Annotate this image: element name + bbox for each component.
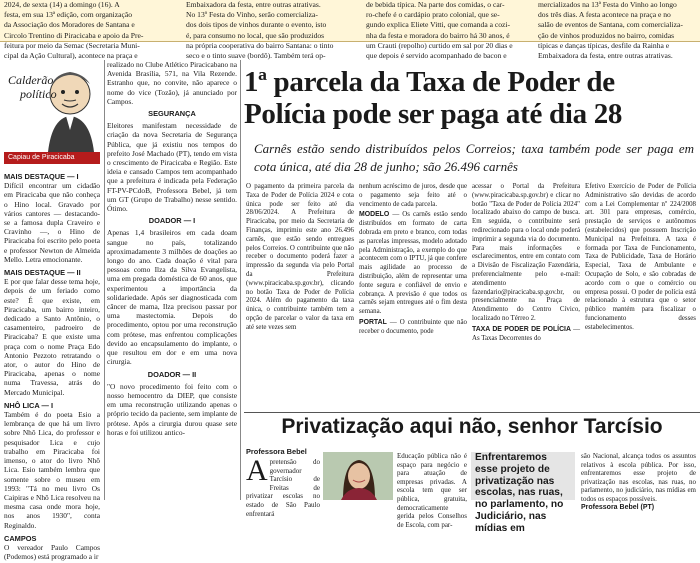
inline-heading: TAXA DE PODER DE POLÍCIA <box>472 325 571 333</box>
paragraph: realizado no Clube Atlético Piracicabano na Avenida Brasília, 571, na Vila Rezende. Estranho que, no convite, não aparece o nome do vice (Tozão), já anunciado por Campos. <box>107 60 237 106</box>
section-heading: MAIS DESTAQUE — I <box>4 172 79 181</box>
opinion-col-2: Educação pública não é espaço para negócio e para atuação de empresas privadas. A escola tem que ser pública, gratuita, democraticamente gerida pelos Conselhos de Escola, com par- <box>397 452 467 529</box>
text-line: de bebida típica. Na parte dos comidas, o car- <box>366 0 505 9</box>
inline-heading: MODELO <box>359 211 390 219</box>
text-line: 2024, de sexta (14) a domingo (16). A <box>4 0 120 9</box>
article-col-4 <box>585 183 696 413</box>
article-headline: 1ª parcela da Taxa de Poder de Polícia pode ser paga até dia 28 <box>244 66 623 130</box>
column-divider <box>104 60 105 500</box>
text-line: Embaixadora da festa, entre outras atrativas. <box>538 51 673 61</box>
text-line: mercializados na 13ª Festa do Vinho ao longo <box>538 0 677 9</box>
text-line: festa, em sua 13ª edição, com organização <box>4 10 133 20</box>
article-col-1 <box>246 183 354 413</box>
text-line: ro-chefe é o cardápio prato colonial, que se- <box>366 10 500 20</box>
text-line: é, para consumo no local, que são produzidos <box>186 30 325 40</box>
text-line: um Crauti (repolho) curtido em sal por 20 dias e <box>366 40 513 50</box>
cartoon-title-1: Calderão <box>8 73 54 87</box>
paragraph: Apenas 1,4 brasileiros em cada doam sangue no país, totalizando aproximadamente 3 milhões de doações ao longo do ano. Cada doação é vital para pessoas como Ilza da Silva Evangelista, uma em pregada doméstica de 60 anos, que experimentou a importância da solidariedade. Após ser diagnosticada com câncer de mama, Ilza precisou passar por uma mastectomia. Depois do procedimento, optou por uma reconstrução com prótese, mas enfrentou complicações devido ao encapsulamento do implante, o que resultou em dor e em uma nova cirurgia. <box>107 228 237 367</box>
pull-quote: Enfrentaremos esse projeto de privatização nas escolas, nas ruas, no parlamento, no Judiciário, nas mídias em <box>471 452 575 500</box>
paragraph <box>472 326 580 344</box>
section-heading: DOADOR — I <box>148 216 196 226</box>
opinion-byline: Professora Bebel <box>246 447 307 456</box>
opinion-signature: Professora Bebel (PT) <box>581 503 655 511</box>
paragraph: "O novo procedimento foi feito com o nosso hemocentro da DIEP, que consiste em uma reconstrução utilizando apenas o próprio tecido da paciente, sem implante de prótese. Após a cirurgia durou quase sete horas e foi utilizou antico- <box>107 381 237 437</box>
paragraph-text: — O contribuinte que não receber o documento, pode <box>359 318 467 335</box>
text-line: na própria cooperativa do bairro Santana: o tinto <box>186 40 334 50</box>
paragraph: Efetivo Exercício de Poder de Polícia Administrativo são devidas de acordo com a Lei Complementar nº 224/2008 art. 301 para empresas, comércio, prestação de serviços e autônomos (estabelecidos) que possuem Inscrição Municipal na Prefeitura. A taxa é formada por Taxa de Funcionamento, Taxa de Publicidade, Taxa de Horário Especial, Taxa de Ambulante e Ocupação de Solo, e são cobradas de acordo com o que o comércio ou empresa possui. O poder de polícia está relacionado à estrutura que o setor público mantém para fiscalizar o funcionamento desses estabelecimentos. <box>585 183 696 331</box>
text-line: No 13º Festa do Vinho, serão comercializa- <box>186 10 318 20</box>
text-line: cipal da Ação Cultural), acontece na praça e <box>4 51 138 61</box>
text-line: que depois é servido acompanhado de bacon e <box>366 51 507 61</box>
text-line: salão de eventos de Santana, com comercializa- <box>538 20 683 30</box>
opinion-headline: Privatização aqui não, senhor Tarcísio <box>281 415 663 438</box>
section-heading: MAIS DESTAQUE — II <box>4 268 81 278</box>
paragraph: E por que falar desse tema hoje, depois de um feriado como este? É que existe, em Piracicaba, um bairro inteiro, dedicado a Santo Antônio, o casamenteiro, padroeiro de Piracicaba? E que existe uma praça com o nome Praça Edo Antonio Pezzoto retratando o ator, o autor do Hino de Piracicaba, apenas o nome numa Travessa, atrás do Mercado Municipal. <box>4 277 100 397</box>
sidebar-text <box>4 168 100 563</box>
text-line: dos dois tipos de vinhos durante o evento, isto <box>186 20 327 30</box>
paragraph-text: são Nacional, alcança todos os assuntos relativos à escola pública. Por isso, enfrentaremos esse projeto de privatização nas escolas, nas ruas, no parlamento, no judiciário, nas mídias em todos os espaços possíveis. <box>581 452 696 503</box>
text-line: dos três dias. A festa acontece na praça e no <box>538 10 671 20</box>
paragraph-text: — Os carnês estão sendo distribuídos em formato de carta dobrada em preto e branco, com todas as parcelas impressas, modelo adotado pela Administração, a exemplo do que acontecem com o IPTU, já que confere mais agilidade ao processo de distribuição, além de representar uma fonte segura e confiável de envio e cobrança. A previsão é que todos os carnês sejam entregues até o fim desta semana. <box>359 211 467 316</box>
paragraph: Também é do poeta Esio a lembrança de que há um livro sobre Nhô Lica, do professor e pesquisador Lica e cujo trabalho em Piracicaba foi imenso, o ator do livro Nhô Lica. Esio também lembra que somente sobre o museu em 1993: "Tá no meu livro Os Caipiras e Nhô Lica resolveu na mesma casa onde mora hoje, nos anos 1930", conta Reginaldo. <box>4 410 100 530</box>
paragraph: Eleitores manifestam necessidade de criação da nova Secretaria de Segurança Pública, que já existiu nos tempos do prefeito José Machado (PT), tendo em vista o crescimento de Piracicaba e Região. Este ideia e cansado Campos tem acompanhado que a prefeitura é indicada pela Federação FT-PV-PCdoB, Professora Bebel, já tem um GT (Grupo de Trabalho) nesse sentido. Ótimo. <box>107 121 237 214</box>
text-line: seco e o tinto suave (bordô). Também terá op- <box>186 51 326 61</box>
text-line: ção de vinhos produzidos no bairro, comidas <box>538 30 675 40</box>
top-col-3 <box>366 0 534 61</box>
text-line: gundo explica Eliete Vitti, que comanda a cozi- <box>366 20 511 30</box>
text-line: nha da festa e moradora do bairro há 30 anos, é <box>366 30 510 40</box>
author-photo <box>323 452 393 500</box>
cartoon-box <box>4 60 100 161</box>
portrait-image <box>323 452 393 500</box>
article-col-2 <box>359 183 467 413</box>
paragraph <box>359 319 467 337</box>
sidebar-column <box>0 60 103 562</box>
text-line: feitura por meio da Semac (Secretaria Muni- <box>4 40 140 50</box>
text-line: Embaixadora da festa, entre outras atrativas. <box>186 0 321 9</box>
paragraph: acessar o Portal da Prefeitura (www.piracicaba.sp.gov.br) e clicar no botão "Taxa de Poder de Polícia 2024" localizado abaixo do campo de busca. Em seguida, o contribuinte será redirecionado para o local onde poderá imprimir a segunda via do documento. Para mais informações e esclarecimentos, entre em contato com a Divisão de Fiscalização Fazendária, preferencialmente pelo e-mail: atendimento fazendario@piracicaba.sp.gov.br, ou presencialmente na Praça de Atendimento do Centro Cívico, localizado no Térreo 2. <box>472 183 580 322</box>
top-col-4 <box>538 0 696 61</box>
section-heading: SEGURANÇA <box>148 109 196 119</box>
opinion-col-1 <box>246 454 320 518</box>
text-line: típicas e danças típicas, desfile da Rainha e <box>538 40 670 50</box>
section-heading: DOADOR — II <box>147 369 197 379</box>
paragraph: O vereador Paulo Campos (Podemos) está programado a ir <box>4 542 100 562</box>
column-divider <box>240 60 241 500</box>
drop-cap: A <box>246 454 268 487</box>
paragraph <box>359 211 467 317</box>
paragraph: Difícil encontrar um cidadão em Piracicaba que não conheça o Hino local. Gravado por vários cantores — destacando-se a famosa dupla Craveiro e Cravinho —, o Hino de Piracicaba foi escrito pelo poeta e professor Newton de Almeida Mello. Letra emocionante. <box>4 181 100 264</box>
opinion-col-4 <box>581 452 696 512</box>
article-deck: Carnês estão sendo distribuídos pelos Correios; taxa também pode ser paga em cota única, até dia 28 de junho; são 26.496 carnês <box>254 141 694 174</box>
section-heading: NHÔ LICA — I <box>4 400 53 410</box>
paragraph-text: — As Taxas Decorrentes do <box>472 325 580 342</box>
inline-heading: PORTAL <box>359 318 387 326</box>
cartoon-title-2: político <box>20 87 57 101</box>
paragraph: nenhum acréscimo de juros, desde que o pagamento seja feito até o vencimento de cada parcela. <box>359 183 467 208</box>
top-col-1 <box>4 0 182 61</box>
text-line: da Associação dos Moradores de Santana e <box>4 20 135 30</box>
section-heading: CAMPOS <box>4 533 37 543</box>
text-line: Circolo Trentino di Piracicaba e apoio da Pre- <box>4 30 144 40</box>
column-notes <box>107 60 237 500</box>
paragraph: O pagamento da primeira parcela da Taxa de Poder de Polícia 2024 e cota única pode ser feito até dia 28/06/2024. A Prefeitura de Piracicaba, por meio da Secretaria de Finanças, imprimiu este ano 26.496 carnês, que estão sendo entregues pelos Correios. O contribuinte que não receber o documento poderá fazer a impressão da segunda via pelo Portal da Prefeitura (www.piracicaba.sp.gov.br), clicando no botão Taxa de Poder de Polícia 2024. Além do pagamento da taxa única, o contribuinte também tem a opção de parcelar o valor da taxa em até sete vezes sem <box>246 183 354 331</box>
cartoon-tag: Capiau de Piracicaba <box>4 152 100 164</box>
top-strip <box>0 0 700 61</box>
article-col-3 <box>472 183 580 413</box>
paragraph-text: pretensão do governador Tarcísio de Freitas de privatizar escolas no estado de São Paulo enfrentará <box>246 458 320 518</box>
top-col-2 <box>186 0 362 61</box>
